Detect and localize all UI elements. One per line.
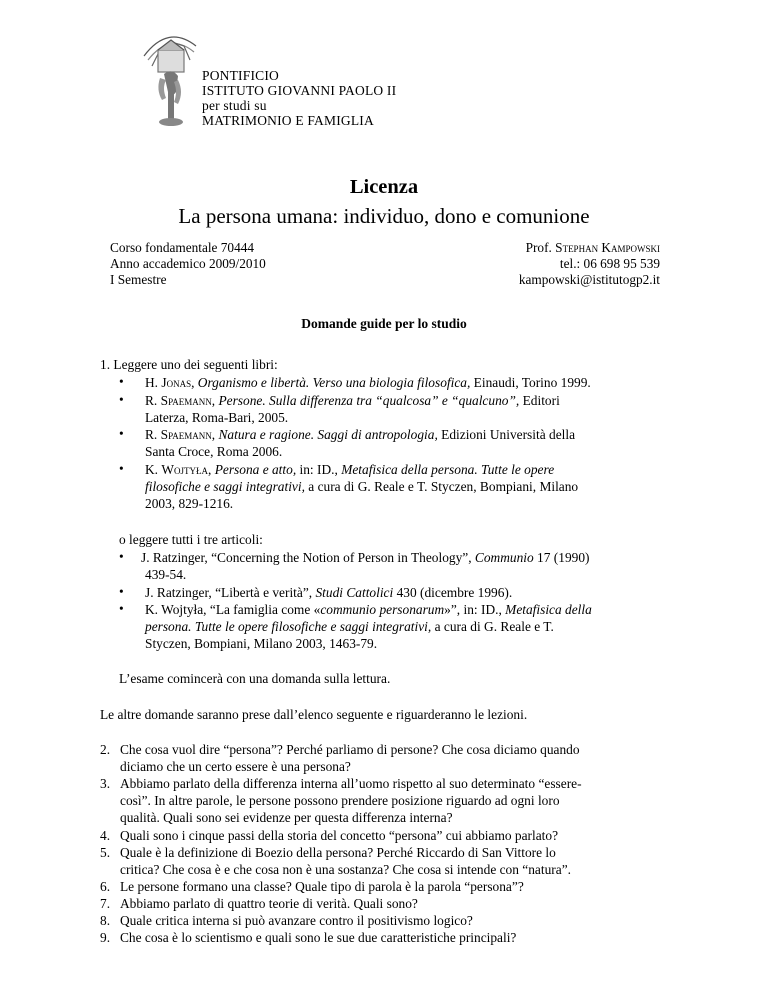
book-editors: a cura di G. Reale e T. Styczen, Bompiani, Milano [304,479,579,494]
prof-prefix: Prof. [525,240,556,255]
professor-name [526,240,660,256]
article-volume: 430 (dicembre 1996). [393,585,513,600]
question-number: 9. [100,930,111,945]
bullet-icon: • [119,426,124,441]
book-publisher: Edizioni Università della [437,427,576,442]
book-item [145,392,560,409]
book-author: Jonas [161,375,192,390]
institute-seal-icon [138,20,202,128]
book-publisher: Editori [519,393,560,408]
question-number: 5. [100,845,111,860]
book-continuation: Laterza, Roma-Bari, 2005. [145,410,289,425]
article-volume: 17 (1990) [533,550,590,565]
articles-intro: o leggere tutti i tre articoli: [119,532,263,547]
exam-note: L’esame comincerà con una domanda sulla lettura. [119,671,391,686]
book-collection-title: Metafisica della persona. Tutte le opere [341,462,555,477]
article-journal: Communio [474,550,534,565]
article-ref: J. Ratzinger, “Libertà e verità”, [145,585,316,600]
article-item [141,549,590,566]
bullet-icon: • [119,601,124,616]
book-sep: , [211,393,219,408]
question-line: Che cosa vuol dire “persona”? Perché parliamo di persone? Che cosa diciamo quando [120,742,580,757]
book-title: Natura e ragione. Saggi di antropologia, [218,427,438,442]
bullet-icon: • [119,392,124,407]
question-line: così”. In altre parole, le persone possono prendere posizione riguardo ad ogni loro [120,793,560,808]
academic-year: Anno accademico 2009/2010 [110,256,266,271]
book-author-initial: R. [145,427,161,442]
article-journal: Studi Cattolici [315,585,394,600]
question-number: 6. [100,879,111,894]
book-title: Persona e atto, [214,462,297,477]
semester: I Semestre [110,272,167,287]
prof-name-sc: Stephan Kampowski [555,240,660,255]
institute-line-4: MATRIMONIO E FAMIGLIA [202,113,374,128]
book-author-initial: H. [145,375,162,390]
article-collection-title: Metafisica della [505,602,592,617]
book-author-initial: K. [145,462,162,477]
book-item [145,374,591,391]
question-line: Abbiamo parlato di quattro teorie di verità. Quali sono? [120,896,418,911]
question-line: Quale critica interna si può avanzare contro il positivismo logico? [120,913,473,928]
article-continuation [145,618,554,635]
article-editors: a cura di G. Reale e T. [431,619,554,634]
q1-intro: 1. Leggere uno dei seguenti libri: [100,357,278,372]
professor-email[interactable]: kampowski@istitutogp2.it [518,272,660,287]
question-number: 2. [100,742,111,757]
bullet-icon: • [119,374,124,389]
other-questions-intro: Le altre domande saranno prese dall’elenco seguente e riguarderanno le lezioni. [100,707,528,722]
question-line: critica? Che cosa è e che cosa non è una sostanza? Che cosa si intende con “natura”. [120,862,571,877]
book-continuation: Santa Croce, Roma 2006. [145,444,283,459]
article-continuation: Styczen, Bompiani, Milano 2003, 1463-79. [145,636,378,651]
book-author: Wojtyła [161,462,209,477]
book-author-initial: R. [145,393,161,408]
institute-line-2: ISTITUTO GIOVANNI PAOLO II [202,83,397,98]
article-continuation: 439-54. [145,567,187,582]
bullet-icon: • [119,584,124,599]
book-item [145,426,575,443]
book-sep: , [191,375,198,390]
article-journal: communio personarum [320,602,445,617]
article-item [145,601,592,618]
question-number: 8. [100,913,111,928]
bullet-icon: • [119,461,124,476]
institute-line-3: per studi su [202,98,267,113]
question-number: 4. [100,828,111,843]
document-title: Licenza [349,176,419,198]
question-number: 3. [100,776,111,791]
book-publisher: Einaudi, Torino 1999. [470,375,591,390]
document-subtitle: La persona umana: individuo, dono e comunione [178,204,590,228]
book-author: Spaemann [160,393,212,408]
book-continuation [145,478,578,495]
book-sep: , [211,427,219,442]
question-line: qualità. Quali sono sei evidenze per questa differenza interna? [120,810,453,825]
question-number: 7. [100,896,111,911]
book-collection-title-cont: filosofiche e saggi integrativi, [145,479,305,494]
question-line: diciamo che un certo essere è una persona? [120,759,351,774]
book-item [145,461,554,478]
book-title: Organismo e libertà. Verso una biologia filosofica, [197,375,471,390]
question-line: Che cosa è lo scientismo e quali sono le sue due caratteristiche principali? [120,930,517,945]
book-in: in: ID., [296,462,342,477]
book-sep: , [208,462,215,477]
question-line: Abbiamo parlato della differenza interna all’uomo rispetto al suo determinato “essere- [120,776,582,791]
question-line: Quali sono i cinque passi della storia del concetto “persona” cui abbiamo parlato? [120,828,559,843]
book-author: Spaemann [160,427,212,442]
book-title: Persone. Sulla differenza tra “qualcosa” e “qualcuno”, [218,393,520,408]
question-line: Quale è la definizione di Boezio della persona? Perché Riccardo di San Vittore lo [120,845,556,860]
section-heading: Domande guide per lo studio [301,316,467,331]
professor-phone: tel.: 06 698 95 539 [559,256,660,271]
institute-line-1: PONTIFICIO [202,68,280,83]
book-continuation: 2003, 829-1216. [145,496,234,511]
article-item [145,584,512,601]
bullet-icon: • [119,549,124,564]
article-in: »”, in: ID., [444,602,506,617]
question-line: Le persone formano una classe? Quale tipo di parola è la parola “persona”? [120,879,524,894]
course-code: Corso fondamentale 70444 [110,240,255,255]
article-ref: J. Ratzinger, “Concerning the Notion of Person in Theology”, [141,550,475,565]
article-ref: K. Wojtyła, “La famiglia come « [145,602,321,617]
article-collection-title-cont: persona. Tutte le opere filosofiche e saggi integrativi, [145,619,432,634]
